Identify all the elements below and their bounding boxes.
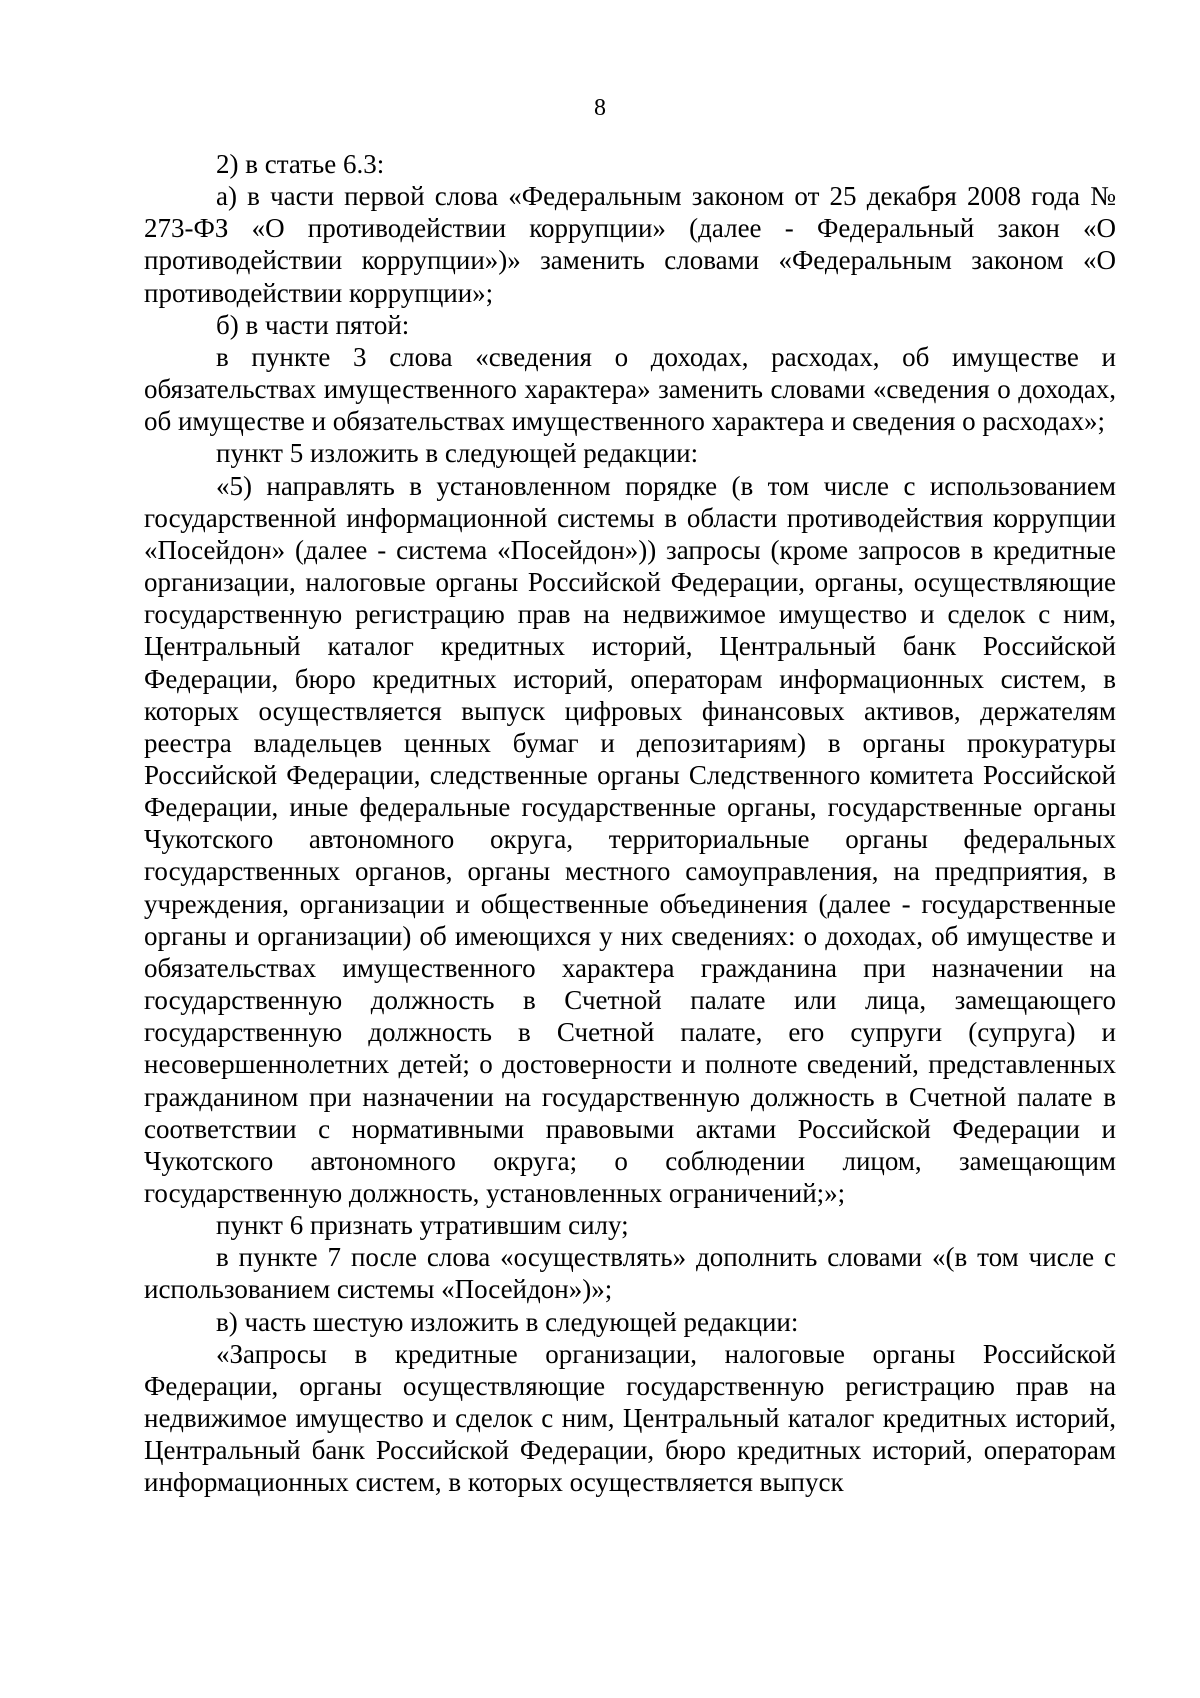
paragraph-point-5-intro: пункт 5 изложить в следующей редакции:	[216, 438, 699, 469]
paragraph-point-6: пункт 6 признать утратившим силу;	[216, 1210, 629, 1241]
paragraph-point-7: в пункте 7 после слова «осуществлять» дополнить словами «(в том числе с использованием системы «Посейдон»)»;	[144, 1242, 1116, 1305]
document-body	[144, 148, 1116, 1499]
paragraph-item-v: в) часть шестую изложить в следующей редакции:	[216, 1306, 799, 1337]
paragraph-part-6-text: «Запросы в кредитные организации, налоговые органы Российской Федерации, органы осуществляющие государственную регистрацию прав на недвижимое имущество и сделок с ним, Центральный каталог кредитных историй, Центральный банк Российской Федерации, бюро кредитных историй, операторам информационных систем, в которых осуществляется выпуск	[144, 1338, 1116, 1498]
paragraph-item-a: а) в части первой слова «Федеральным законом от 25 декабря 2008 года № 273-ФЗ «О противодействии коррупции» (далее - Федеральный закон «О противодействии коррупции»)» заменить словами «Федеральным законом «О противодействии коррупции»;	[144, 181, 1116, 308]
paragraph-article-6-3: 2) в статье 6.3:	[216, 149, 385, 179]
paragraph-point-5-text: «5) направлять в установленном порядке (в том числе с использованием государственной информационной системы в области противодействия коррупции «Посейдон» (далее - система «Посейдон»)) запросы (кроме запросов в кредитные организации, налоговые органы Российской Федерации, органы, осуществляющие государственную регистрацию прав на недвижимое имущество и сделок с ним, Центральный каталог кредитных историй, Центральный банк Российской Федерации, бюро кредитных историй, операторам информационных систем, в которых осуществляется выпуск цифровых финансовых активов, держателям реестра владельцев ценных бумаг и депозитариям) в органы прокуратуры Российской Федерации, следственные органы Следственного комитета Российской Федерации, иные федеральные государственные органы, государственные органы Чукотского автономного округа, территориальные органы федеральных государственных органов, органы местного самоуправления, на предприятия, в учреждения, организации и общественные объединения (далее - государственные органы и организации) об имеющихся у них сведениях: о доходах, об имуществе и обязательствах имущественного характера гражданина при назначении на государственную должность в Счетной палате или лица, замещающего государственную должность в Счетной палате, его супруги (супруга) и несовершеннолетних детей; о достоверности и полноте сведений, представленных гражданином при назначении на государственную должность в Счетной палате в соответствии с нормативными правовыми актами Российской Федерации и Чукотского автономного округа; о соблюдении лицом, замещающим государственную должность, установленных ограничений;»;	[144, 470, 1116, 1208]
paragraph-point-3: в пункте 3 слова «сведения о доходах, расходах, об имуществе и обязательствах имущественного характера» заменить словами «сведения о доходах, об имуществе и обязательствах имущественного характера и сведения о расходах»;	[144, 341, 1116, 437]
page-number: 8	[594, 95, 606, 121]
paragraph-item-b: б) в части пятой:	[216, 309, 410, 340]
